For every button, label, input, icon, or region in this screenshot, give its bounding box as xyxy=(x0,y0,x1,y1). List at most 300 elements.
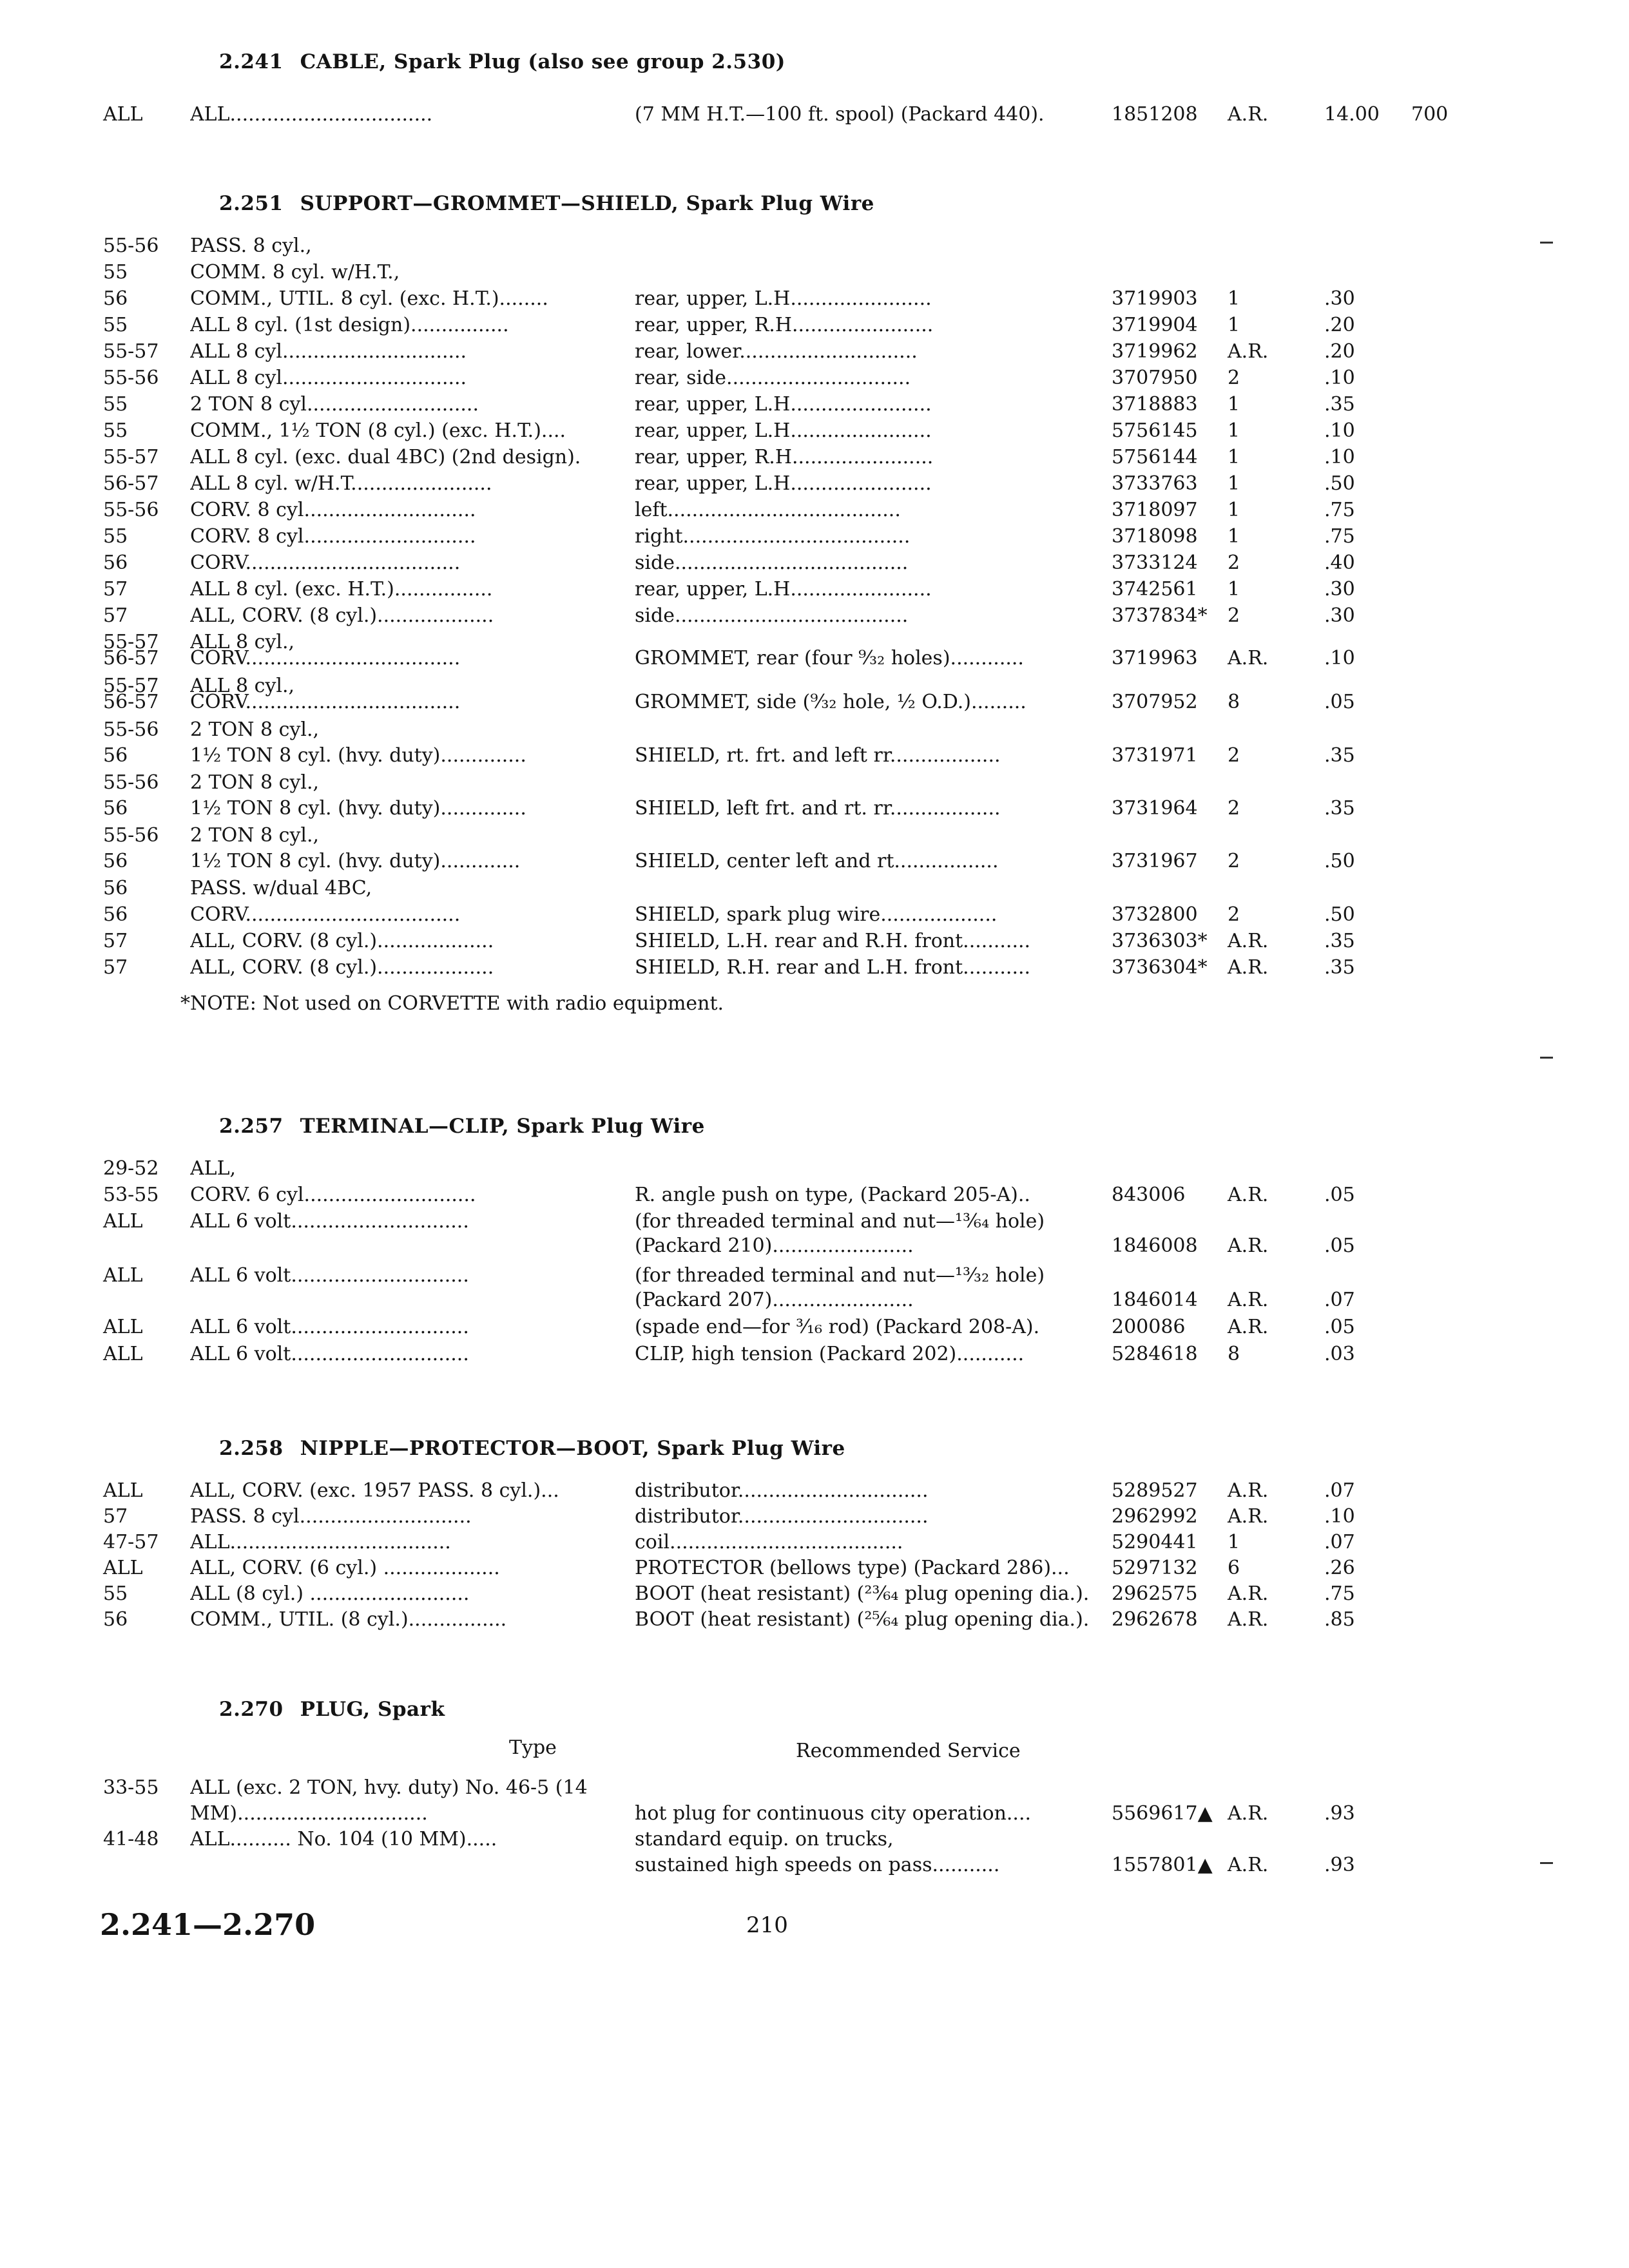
price-cell: .05 xyxy=(1324,1184,1355,1206)
table-row xyxy=(0,1607,1629,1634)
year-cell: 55-57 xyxy=(103,631,159,653)
year-cell: ALL xyxy=(103,1316,143,1338)
price-cell: .05 xyxy=(1324,1235,1355,1257)
year-cell: 33-55 xyxy=(103,1776,159,1799)
model-cell: ALL 6 volt............................. xyxy=(190,1264,469,1287)
part-number-cell: 3718097 xyxy=(1112,499,1198,521)
price-cell: .50 xyxy=(1324,903,1355,926)
year-cell: 55-57 xyxy=(103,675,159,697)
description-cell: rear, upper, L.H....................... xyxy=(635,419,932,442)
section-title: PLUG, Spark xyxy=(300,1698,445,1721)
year-cell: 56 xyxy=(103,287,128,310)
year-cell: 55 xyxy=(103,261,128,284)
part-number-cell: 3718883 xyxy=(1112,393,1198,416)
year-cell: 55 xyxy=(103,393,128,416)
table-row xyxy=(0,1852,1629,1879)
quantity-cell: 2 xyxy=(1228,367,1240,389)
quantity-cell: 1 xyxy=(1228,1531,1240,1553)
quantity-cell: A.R. xyxy=(1228,647,1269,669)
year-cell: 55-56 xyxy=(103,499,159,521)
table-row xyxy=(0,418,1629,445)
table-row xyxy=(0,1530,1629,1557)
description-cell: rear, upper, L.H....................... xyxy=(635,578,932,601)
description-cell: (for threaded terminal and nut—¹³⁄₃₂ hole) xyxy=(635,1264,1045,1287)
model-cell: CORV................................... xyxy=(190,903,461,926)
model-cell: CORV................................... xyxy=(190,552,461,574)
table-row xyxy=(0,286,1629,313)
year-cell: 55-56 xyxy=(103,367,159,389)
year-cell: 55 xyxy=(103,525,128,548)
part-number-cell: 3732800 xyxy=(1112,903,1198,926)
quantity-cell: 1 xyxy=(1228,314,1240,336)
year-cell: ALL xyxy=(103,103,143,126)
quantity-cell: A.R. xyxy=(1228,1316,1269,1338)
model-cell: ALL 6 volt............................. xyxy=(190,1316,469,1338)
column-header-type: Type xyxy=(509,1736,557,1759)
section-heading xyxy=(219,1115,705,1138)
table-row xyxy=(0,1555,1629,1582)
table-row xyxy=(0,928,1629,956)
model-cell: ALL (8 cyl.) .......................... xyxy=(190,1582,470,1605)
table-row xyxy=(0,1233,1629,1260)
model-cell: 1½ TON 8 cyl. (hvy. duty).............. xyxy=(190,797,526,820)
year-cell: 57 xyxy=(103,1505,128,1528)
table-row xyxy=(0,849,1629,876)
year-cell: 57 xyxy=(103,604,128,627)
part-number-cell: 1846008 xyxy=(1112,1235,1198,1257)
model-cell: PASS. 8 cyl., xyxy=(190,235,312,257)
description-cell: side...................................... xyxy=(635,552,909,574)
table-row xyxy=(0,445,1629,472)
price-cell: .93 xyxy=(1324,1802,1355,1825)
model-cell: CORV. 8 cyl............................ xyxy=(190,499,476,521)
table-row xyxy=(0,1775,1629,1802)
year-cell: 56 xyxy=(103,850,128,872)
extra-cell: 700 xyxy=(1411,103,1449,126)
description-cell: SHIELD, center left and rt................. xyxy=(635,850,999,872)
price-cell: .30 xyxy=(1324,604,1355,627)
part-number-cell: 1851208 xyxy=(1112,103,1198,126)
section-title: SUPPORT—GROMMET—SHIELD, Spark Plug Wire xyxy=(300,192,874,215)
table-row xyxy=(0,497,1629,524)
year-cell: 56 xyxy=(103,552,128,574)
description-cell: rear, lower............................. xyxy=(635,340,918,363)
section-number: 2.241 xyxy=(219,50,284,73)
part-number-cell: 5569617▲ xyxy=(1112,1802,1213,1825)
quantity-cell: 1 xyxy=(1228,578,1240,601)
quantity-cell: 2 xyxy=(1228,903,1240,926)
year-cell: 41-48 xyxy=(103,1828,159,1850)
table-row xyxy=(0,955,1629,982)
part-number-cell: 3742561 xyxy=(1112,578,1198,601)
section-title: TERMINAL—CLIP, Spark Plug Wire xyxy=(300,1115,705,1138)
model-cell: 2 TON 8 cyl............................ xyxy=(190,393,479,416)
column-header-service: Recommended Service xyxy=(796,1740,1021,1762)
model-cell: PASS. 8 cyl............................ xyxy=(190,1505,472,1528)
table-row xyxy=(0,1581,1629,1608)
quantity-cell: 2 xyxy=(1228,604,1240,627)
quantity-cell: 8 xyxy=(1228,691,1240,713)
quantity-cell: 6 xyxy=(1228,1557,1240,1579)
section-number: 2.270 xyxy=(219,1698,284,1721)
model-cell: ALL 8 cyl., xyxy=(190,675,295,697)
table-row xyxy=(0,1341,1629,1369)
table-row xyxy=(0,770,1629,797)
price-cell: .85 xyxy=(1324,1608,1355,1631)
model-cell: ALL................................. xyxy=(190,103,433,126)
quantity-cell: 1 xyxy=(1228,499,1240,521)
section-note: *NOTE: Not used on CORVETTE with radio equipment. xyxy=(180,992,724,1015)
price-cell: .20 xyxy=(1324,340,1355,363)
model-cell: ALL 8 cyl. (exc. dual 4BC) (2nd design). xyxy=(190,446,581,468)
price-cell: .75 xyxy=(1324,1582,1355,1605)
quantity-cell: A.R. xyxy=(1228,956,1269,979)
description-cell: GROMMET, side (⁹⁄₃₂ hole, ½ O.D.)......... xyxy=(635,691,1027,713)
year-cell: 56-57 xyxy=(103,647,159,669)
section-title: NIPPLE—PROTECTOR—BOOT, Spark Plug Wire xyxy=(300,1437,845,1460)
year-cell: 56-57 xyxy=(103,472,159,495)
year-cell: 55-57 xyxy=(103,340,159,363)
price-cell: .35 xyxy=(1324,930,1355,952)
part-number-cell: 3736304* xyxy=(1112,956,1208,979)
price-cell: .30 xyxy=(1324,578,1355,601)
quantity-cell: 1 xyxy=(1228,525,1240,548)
model-cell: ALL (exc. 2 TON, hvy. duty) No. 46-5 (14 xyxy=(190,1776,588,1799)
year-cell: ALL xyxy=(103,1210,143,1233)
part-number-cell: 3719962 xyxy=(1112,340,1198,363)
model-cell: ALL, xyxy=(190,1157,236,1180)
price-cell: .10 xyxy=(1324,1505,1355,1528)
quantity-cell: 1 xyxy=(1228,393,1240,416)
price-cell: .93 xyxy=(1324,1854,1355,1876)
model-cell: PASS. w/dual 4BC, xyxy=(190,877,372,899)
price-cell: .75 xyxy=(1324,525,1355,548)
table-row xyxy=(0,689,1629,716)
description-cell: right..................................... xyxy=(635,525,911,548)
model-cell: CORV................................... xyxy=(190,647,461,669)
table-row xyxy=(0,550,1629,577)
part-number-cell: 5297132 xyxy=(1112,1557,1198,1579)
part-number-cell: 5290441 xyxy=(1112,1531,1198,1553)
description-cell: rear, upper, L.H....................... xyxy=(635,287,932,310)
section-heading xyxy=(219,192,874,215)
description-cell: BOOT (heat resistant) (²⁵⁄₆₄ plug opening dia.). xyxy=(635,1608,1090,1631)
quantity-cell: A.R. xyxy=(1228,930,1269,952)
part-number-cell: 3707952 xyxy=(1112,691,1198,713)
part-number-cell: 3718098 xyxy=(1112,525,1198,548)
table-row xyxy=(0,524,1629,551)
year-cell: 55 xyxy=(103,419,128,442)
description-cell: (Packard 207)....................... xyxy=(635,1289,914,1311)
description-cell: SHIELD, R.H. rear and L.H. front........... xyxy=(635,956,1031,979)
model-cell: ALL, CORV. (6 cyl.) ................... xyxy=(190,1557,500,1579)
part-number-cell: 3719903 xyxy=(1112,287,1198,310)
edge-mark xyxy=(1540,242,1553,244)
price-cell: .40 xyxy=(1324,552,1355,574)
year-cell: 56 xyxy=(103,1608,128,1631)
part-number-cell: 1846014 xyxy=(1112,1289,1198,1311)
description-cell: PROTECTOR (bellows type) (Packard 286)... xyxy=(635,1557,1070,1579)
description-cell: GROMMET, rear (four ⁹⁄₃₂ holes)............ xyxy=(635,647,1024,669)
table-row xyxy=(0,743,1629,770)
model-cell: 2 TON 8 cyl., xyxy=(190,771,320,794)
model-cell: ALL 6 volt............................. xyxy=(190,1343,469,1365)
model-cell: ALL, CORV. (8 cyl.)................... xyxy=(190,930,494,952)
price-cell: .07 xyxy=(1324,1289,1355,1311)
part-number-cell: 5289527 xyxy=(1112,1479,1198,1502)
table-row xyxy=(0,102,1629,129)
price-cell: .10 xyxy=(1324,367,1355,389)
price-cell: .07 xyxy=(1324,1531,1355,1553)
part-number-cell: 3731967 xyxy=(1112,850,1198,872)
model-cell: COMM., UTIL. 8 cyl. (exc. H.T.)........ xyxy=(190,287,548,310)
description-cell: rear, upper, R.H....................... xyxy=(635,314,934,336)
year-cell: 55-56 xyxy=(103,718,159,741)
model-cell: ALL 8 cyl.............................. xyxy=(190,340,467,363)
price-cell: .50 xyxy=(1324,850,1355,872)
description-cell: (7 MM H.T.—100 ft. spool) (Packard 440). xyxy=(635,103,1045,126)
model-cell: ALL 8 cyl. (1st design)................ xyxy=(190,314,509,336)
year-cell: 55-56 xyxy=(103,235,159,257)
quantity-cell: 1 xyxy=(1228,287,1240,310)
quantity-cell: 2 xyxy=(1228,552,1240,574)
quantity-cell: 2 xyxy=(1228,850,1240,872)
year-cell: 56 xyxy=(103,877,128,899)
section-number: 2.257 xyxy=(219,1115,284,1138)
quantity-cell: A.R. xyxy=(1228,1479,1269,1502)
description-cell: SHIELD, left frt. and rt. rr.................. xyxy=(635,797,1001,820)
quantity-cell: A.R. xyxy=(1228,1854,1269,1876)
table-row xyxy=(0,1209,1629,1236)
model-cell: ALL 8 cyl.............................. xyxy=(190,367,467,389)
model-cell: MM)............................... xyxy=(190,1802,428,1825)
description-cell: side...................................... xyxy=(635,604,909,627)
year-cell: 55-56 xyxy=(103,771,159,794)
description-cell: distributor............................... xyxy=(635,1505,929,1528)
price-cell: .75 xyxy=(1324,499,1355,521)
model-cell: CORV................................... xyxy=(190,691,461,713)
part-number-cell: 3733763 xyxy=(1112,472,1198,495)
part-number-cell: 843006 xyxy=(1112,1184,1186,1206)
table-row xyxy=(0,392,1629,419)
section-number: 2.258 xyxy=(219,1437,284,1460)
description-cell: R. angle push on type, (Packard 205-A).. xyxy=(635,1184,1030,1206)
section-heading xyxy=(219,1437,845,1460)
year-cell: 57 xyxy=(103,930,128,952)
year-cell: 55 xyxy=(103,314,128,336)
description-cell: standard equip. on trucks, xyxy=(635,1828,894,1850)
quantity-cell: A.R. xyxy=(1228,103,1269,126)
table-row xyxy=(0,260,1629,287)
price-cell: .35 xyxy=(1324,956,1355,979)
year-cell: 56 xyxy=(103,744,128,767)
section-heading xyxy=(219,1698,445,1721)
quantity-cell: 1 xyxy=(1228,419,1240,442)
part-number-cell: 2962678 xyxy=(1112,1608,1198,1631)
price-cell: .10 xyxy=(1324,419,1355,442)
section-title: CABLE, Spark Plug (also see group 2.530) xyxy=(300,50,786,73)
table-row xyxy=(0,1504,1629,1531)
quantity-cell: 1 xyxy=(1228,472,1240,495)
table-row xyxy=(0,902,1629,929)
quantity-cell: 1 xyxy=(1228,446,1240,468)
part-number-cell: 5756144 xyxy=(1112,446,1198,468)
table-row xyxy=(0,1287,1629,1314)
description-cell: left...................................... xyxy=(635,499,901,521)
price-cell: .35 xyxy=(1324,797,1355,820)
model-cell: COMM. 8 cyl. w/H.T., xyxy=(190,261,400,284)
part-number-cell: 5756145 xyxy=(1112,419,1198,442)
description-cell: CLIP, high tension (Packard 202)........... xyxy=(635,1343,1025,1365)
year-cell: 57 xyxy=(103,956,128,979)
model-cell: 2 TON 8 cyl., xyxy=(190,718,320,741)
part-number-cell: 2962575 xyxy=(1112,1582,1198,1605)
model-cell: CORV. 8 cyl............................ xyxy=(190,525,476,548)
model-cell: ALL.......... No. 104 (10 MM)..... xyxy=(190,1828,497,1850)
quantity-cell: 2 xyxy=(1228,744,1240,767)
model-cell: 2 TON 8 cyl., xyxy=(190,824,320,847)
quantity-cell: A.R. xyxy=(1228,1505,1269,1528)
year-cell: ALL xyxy=(103,1343,143,1365)
table-row xyxy=(0,1263,1629,1290)
price-cell: .07 xyxy=(1324,1479,1355,1502)
year-cell: ALL xyxy=(103,1479,143,1502)
section-heading xyxy=(219,50,786,73)
table-row xyxy=(0,1801,1629,1828)
quantity-cell: A.R. xyxy=(1228,1289,1269,1311)
model-cell: 1½ TON 8 cyl. (hvy. duty).............. xyxy=(190,744,526,767)
price-cell: .26 xyxy=(1324,1557,1355,1579)
description-cell: (Packard 210)....................... xyxy=(635,1235,914,1257)
year-cell: 47-57 xyxy=(103,1531,159,1553)
price-cell: 14.00 xyxy=(1324,103,1380,126)
quantity-cell: A.R. xyxy=(1228,340,1269,363)
price-cell: .05 xyxy=(1324,691,1355,713)
description-cell: rear, upper, L.H....................... xyxy=(635,393,932,416)
model-cell: ALL, CORV. (8 cyl.)................... xyxy=(190,956,494,979)
part-number-cell: 200086 xyxy=(1112,1316,1186,1338)
model-cell: ALL 8 cyl., xyxy=(190,631,295,653)
part-number-cell: 3719904 xyxy=(1112,314,1198,336)
model-cell: ALL 6 volt............................. xyxy=(190,1210,469,1233)
quantity-cell: 8 xyxy=(1228,1343,1240,1365)
quantity-cell: 2 xyxy=(1228,797,1240,820)
model-cell: COMM., 1½ TON (8 cyl.) (exc. H.T.).... xyxy=(190,419,566,442)
price-cell: .10 xyxy=(1324,446,1355,468)
year-cell: 53-55 xyxy=(103,1184,159,1206)
model-cell: CORV. 6 cyl............................ xyxy=(190,1184,476,1206)
part-number-cell: 3736303* xyxy=(1112,930,1208,952)
table-row xyxy=(0,1827,1629,1854)
part-number-cell: 3707950 xyxy=(1112,367,1198,389)
quantity-cell: A.R. xyxy=(1228,1802,1269,1825)
price-cell: .35 xyxy=(1324,393,1355,416)
model-cell: ALL 8 cyl. (exc. H.T.)................ xyxy=(190,578,493,601)
description-cell: BOOT (heat resistant) (²³⁄₆₄ plug opening dia.). xyxy=(635,1582,1090,1605)
year-cell: 56-57 xyxy=(103,691,159,713)
model-cell: ALL 8 cyl. w/H.T....................... xyxy=(190,472,492,495)
description-cell: distributor............................... xyxy=(635,1479,929,1502)
price-cell: .03 xyxy=(1324,1343,1355,1365)
table-row xyxy=(0,1156,1629,1183)
model-cell: ALL.................................... xyxy=(190,1531,451,1553)
table-row xyxy=(0,717,1629,744)
part-number-cell: 3731971 xyxy=(1112,744,1198,767)
part-number-cell: 3737834* xyxy=(1112,604,1208,627)
table-row xyxy=(0,471,1629,498)
description-cell: rear, side.............................. xyxy=(635,367,911,389)
year-cell: 57 xyxy=(103,578,128,601)
table-row xyxy=(0,603,1629,630)
description-cell: sustained high speeds on pass........... xyxy=(635,1854,1000,1876)
year-cell: 55-57 xyxy=(103,446,159,468)
description-cell: hot plug for continuous city operation.... xyxy=(635,1802,1032,1825)
edge-mark xyxy=(1540,1862,1553,1864)
model-cell: ALL, CORV. (exc. 1957 PASS. 8 cyl.)... xyxy=(190,1479,559,1502)
price-cell: .05 xyxy=(1324,1316,1355,1338)
page-number: 210 xyxy=(746,1912,788,1938)
year-cell: 56 xyxy=(103,797,128,820)
year-cell: 55-56 xyxy=(103,824,159,847)
description-cell: SHIELD, rt. frt. and left rr.................. xyxy=(635,744,1001,767)
price-cell: .30 xyxy=(1324,287,1355,310)
description-cell: (spade end—for ³⁄₁₆ rod) (Packard 208-A). xyxy=(635,1316,1040,1338)
table-row xyxy=(0,796,1629,823)
year-cell: 29-52 xyxy=(103,1157,159,1180)
table-row xyxy=(0,1478,1629,1505)
part-number-cell: 3733124 xyxy=(1112,552,1198,574)
part-number-cell: 5284618 xyxy=(1112,1343,1198,1365)
part-number-cell: 3731964 xyxy=(1112,797,1198,820)
table-row xyxy=(0,1314,1629,1341)
section-range: 2.241—2.270 xyxy=(100,1907,316,1942)
table-row xyxy=(0,646,1629,673)
table-row xyxy=(0,312,1629,340)
table-row xyxy=(0,339,1629,366)
model-cell: ALL, CORV. (8 cyl.)................... xyxy=(190,604,494,627)
year-cell: 56 xyxy=(103,903,128,926)
part-number-cell: 3719963 xyxy=(1112,647,1198,669)
model-cell: 1½ TON 8 cyl. (hvy. duty)............. xyxy=(190,850,521,872)
section-number: 2.251 xyxy=(219,192,284,215)
price-cell: .10 xyxy=(1324,647,1355,669)
price-cell: .35 xyxy=(1324,744,1355,767)
year-cell: ALL xyxy=(103,1264,143,1287)
table-row xyxy=(0,1182,1629,1209)
description-cell: SHIELD, spark plug wire................... xyxy=(635,903,998,926)
table-row xyxy=(0,365,1629,392)
description-cell: rear, upper, L.H....................... xyxy=(635,472,932,495)
year-cell: ALL xyxy=(103,1557,143,1579)
quantity-cell: A.R. xyxy=(1228,1582,1269,1605)
description-cell: coil...................................... xyxy=(635,1531,903,1553)
quantity-cell: A.R. xyxy=(1228,1235,1269,1257)
price-cell: .50 xyxy=(1324,472,1355,495)
year-cell: 55 xyxy=(103,1582,128,1605)
table-row xyxy=(0,233,1629,260)
quantity-cell: A.R. xyxy=(1228,1184,1269,1206)
table-row xyxy=(0,577,1629,604)
table-row xyxy=(0,876,1629,903)
edge-mark xyxy=(1540,1057,1553,1059)
part-number-cell: 2962992 xyxy=(1112,1505,1198,1528)
description-cell: SHIELD, L.H. rear and R.H. front........... xyxy=(635,930,1031,952)
table-row xyxy=(0,823,1629,850)
model-cell: COMM., UTIL. (8 cyl.)................ xyxy=(190,1608,507,1631)
description-cell: (for threaded terminal and nut—¹³⁄₆₄ hole) xyxy=(635,1210,1045,1233)
description-cell: rear, upper, R.H....................... xyxy=(635,446,934,468)
part-number-cell: 1557801▲ xyxy=(1112,1854,1213,1876)
